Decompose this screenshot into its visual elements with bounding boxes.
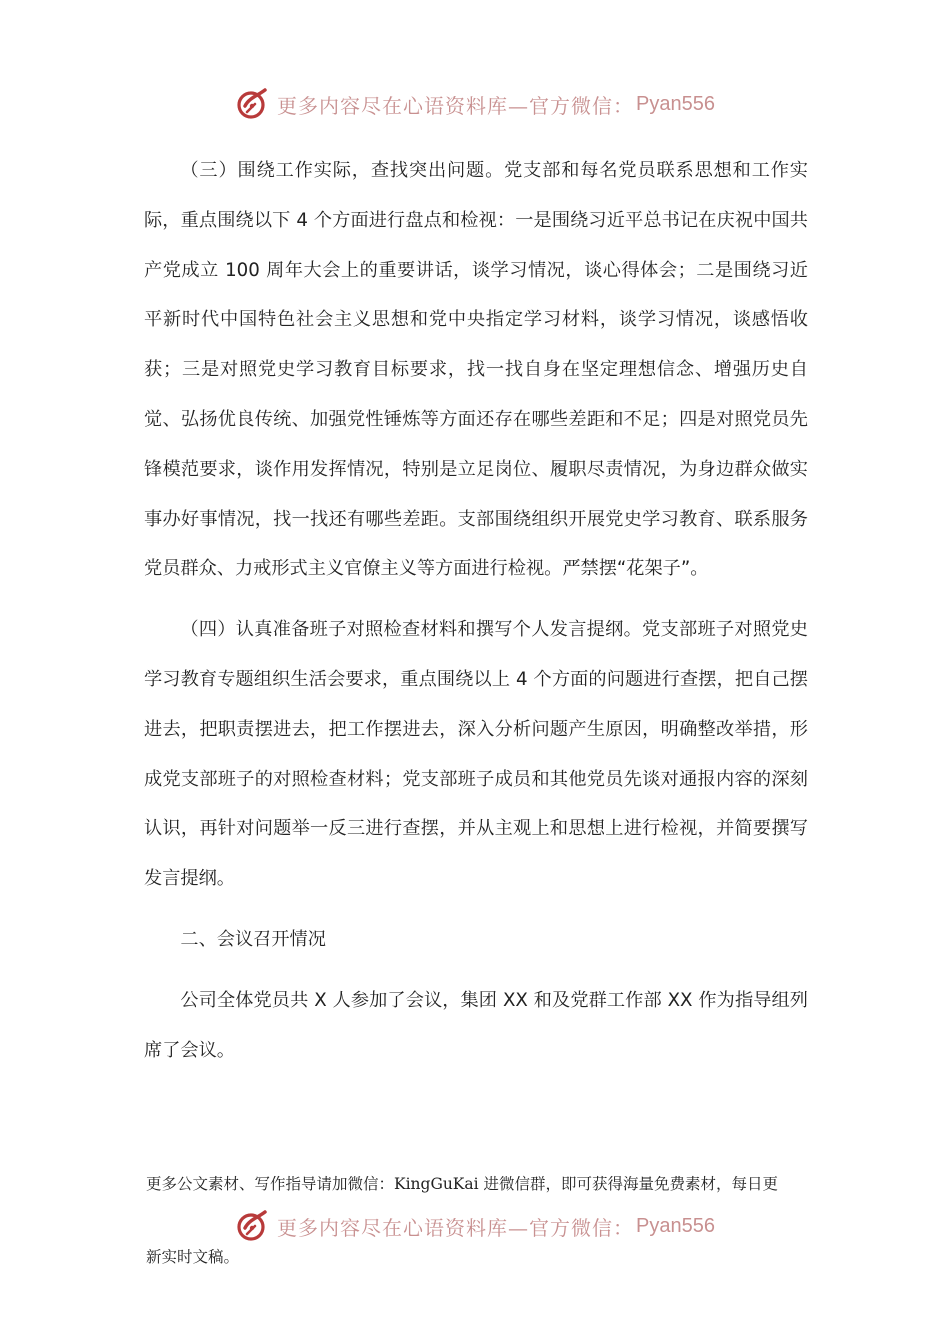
section-heading-meeting: 二、会议召开情况 xyxy=(180,928,326,950)
watermark-header xyxy=(0,86,950,122)
document-body xyxy=(144,146,808,1075)
red-seal-logo-icon xyxy=(235,86,271,122)
watermark-wechat-id: Pyan556 xyxy=(636,92,715,115)
footer-note-line-2: 新实时文稿。 xyxy=(146,1248,240,1266)
paragraph-section-4: （四）认真准备班子对照检查材料和撰写个人发言提纲。党支部班子对照党史学习教育专题组织生活会要求，重点围绕以上 4 个方面的问题进行查摆，把自己摆进去，把职责摆进去，把工作摆进去，深入分析问题产生原因，明确整改举措，形成党支部班子的对照检查材料；党支部班子成员和其他党员先谈对通报内容的深刻认识，再针对问题举一反三进行查摆，并从主观上和思想上进行检视，并简要撰写发言提纲。 xyxy=(144,619,808,890)
red-seal-logo-icon xyxy=(235,1208,271,1244)
watermark-text: 更多内容尽在心语资料库—官方微信： xyxy=(277,93,635,118)
watermark-text: 更多内容尽在心语资料库—官方微信： xyxy=(277,1215,635,1240)
paragraph-section-3: （三）围绕工作实际，查找突出问题。党支部和每名党员联系思想和工作实际，重点围绕以下 4 个方面进行盘点和检视：一是围绕习近平总书记在庆祝中国共产党成立 100 周年大会上的重要讲话，谈学习情况，谈心得体会；二是围绕习近平新时代中国特色社会主义思想和党中央指定学习材料，谈学习情况，谈感悟收获；三是对照党史学习教育目标要求，找一找自身在坚定理想信念、增强历史自觉、弘扬优良传统、加强党性锤炼等方面还存在哪些差距和不足；四是对照党员先锋模范要求，谈作用发挥情况，特别是立足岗位、履职尽责情况，为身边群众做实事办好事情况，找一找还有哪些差距。支部围绕组织开展党史学习教育、联系服务党员群众、力戒形式主义官僚主义等方面进行检视。严禁摆“花架子”。 xyxy=(144,160,808,580)
watermark-footer xyxy=(0,1208,950,1244)
paragraph-attendance: 公司全体党员共 X 人参加了会议，集团 XX 和及党群工作部 XX 作为指导组列席了会议。 xyxy=(144,989,808,1061)
footer-note-line-1: 更多公文素材、写作指导请加微信：KingGuKai 进微信群，即可获得海量免费素材，每日更 xyxy=(146,1175,779,1193)
watermark-wechat-id: Pyan556 xyxy=(636,1214,715,1237)
